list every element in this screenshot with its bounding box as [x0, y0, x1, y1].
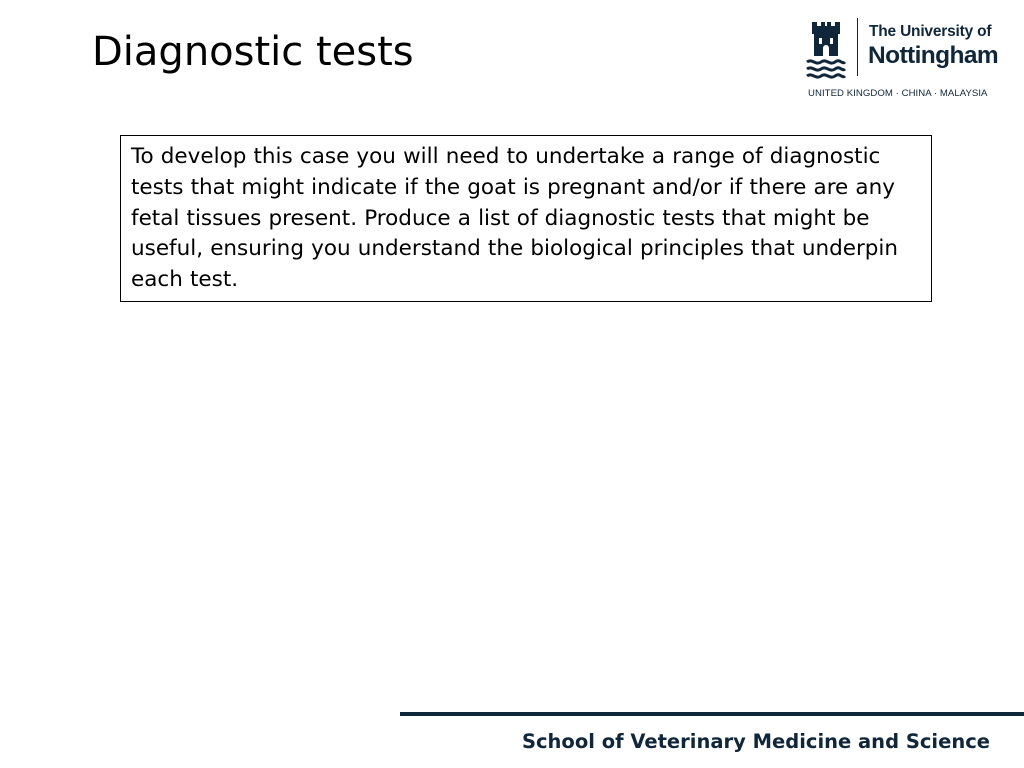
- castle-crest-icon: [806, 18, 846, 80]
- logo-campuses: UNITED KINGDOM · CHINA · MALAYSIA: [808, 88, 988, 99]
- instruction-text-box: [120, 135, 932, 302]
- logo-line-1: The University of: [869, 23, 992, 40]
- logo-divider: [857, 18, 858, 76]
- footer-school-name: School of Veterinary Medicine and Science: [521, 730, 990, 753]
- university-logo: [804, 14, 1004, 102]
- footer-rule: [400, 712, 1024, 716]
- instruction-text: To develop this case you will need to undertake a range of diagnostic tests that might indicate if the goat is pregnant and/or if there are any fetal tissues present. Produce a list of diagnostic tests that might be useful, ensuring you understand the biological principles that underpin each test.: [131, 144, 899, 292]
- slide-title: Diagnostic tests: [92, 29, 414, 75]
- logo-line-2: Nottingham: [868, 42, 999, 69]
